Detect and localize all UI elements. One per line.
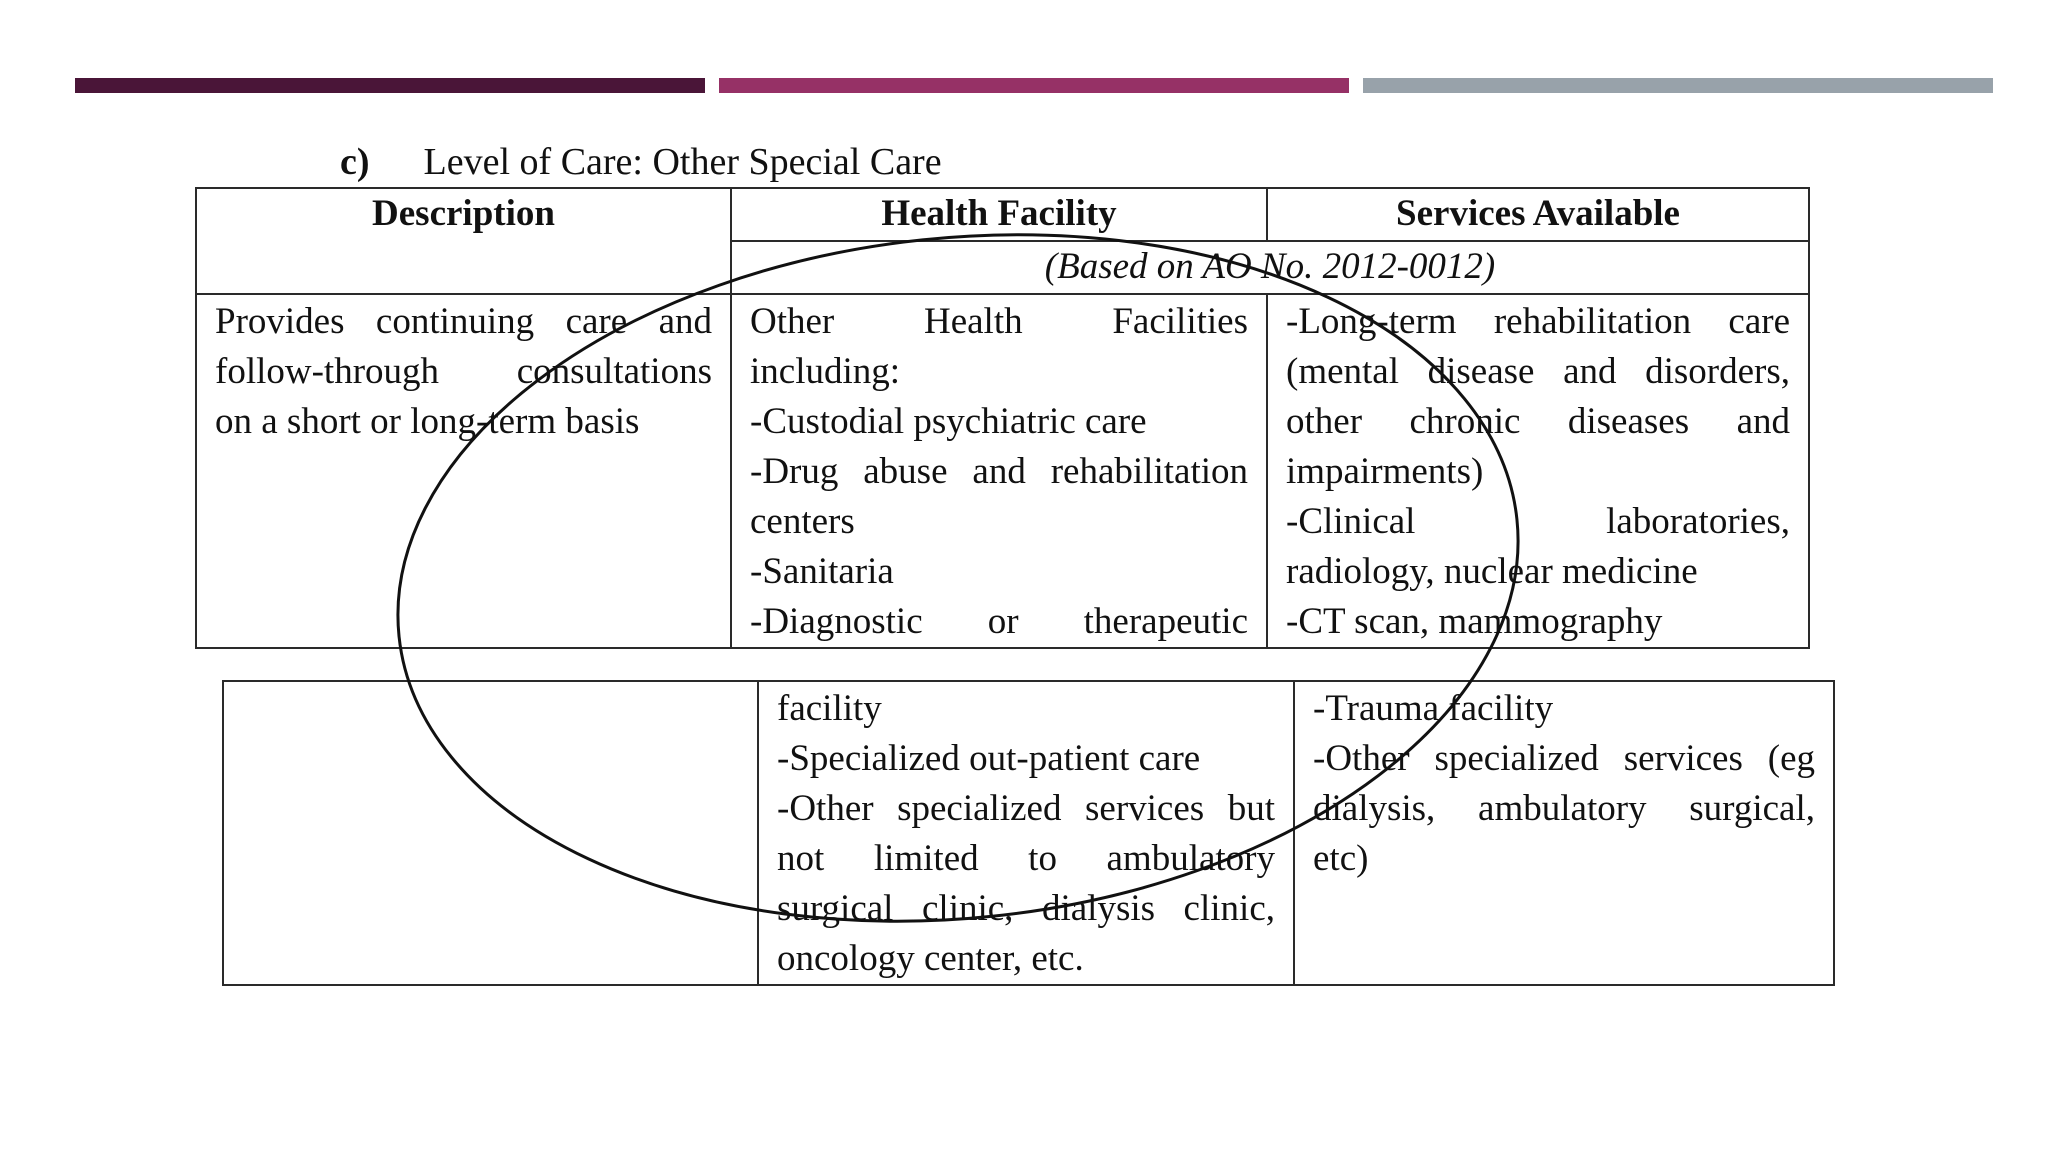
header-description: Description xyxy=(196,188,731,294)
text-line: -Sanitaria xyxy=(750,551,894,592)
cell-description xyxy=(196,294,731,648)
text-line: facility xyxy=(777,688,882,729)
subheader-ao-reference: (Based on AO No. 2012-0012) xyxy=(731,241,1809,294)
care-table-continuation xyxy=(222,680,1835,986)
text-line: Provides continuing care and xyxy=(215,301,712,342)
text-line: etc) xyxy=(1313,838,1369,879)
cell-services-available xyxy=(1267,294,1809,648)
cell-description-empty xyxy=(223,681,758,985)
text-line: surgical clinic, dialysis clinic, xyxy=(777,888,1275,929)
text-line: -Other specialized services (eg xyxy=(1313,738,1815,779)
text-line: -Custodial psychiatric care xyxy=(750,401,1147,442)
accent-bar-dark-plum xyxy=(75,78,705,93)
accent-bar-magenta xyxy=(719,78,1349,93)
section-heading xyxy=(340,140,942,184)
section-label: c) xyxy=(340,141,370,183)
text-line: -CT scan, mammography xyxy=(1286,601,1663,642)
text-line: radiology, nuclear medicine xyxy=(1286,551,1698,592)
care-table-top xyxy=(195,187,1810,649)
text-line: -Trauma facility xyxy=(1313,688,1554,729)
text-line: dialysis, ambulatory surgical, xyxy=(1313,788,1815,829)
text-line: -Specialized out-patient care xyxy=(777,738,1201,779)
text-line: -Diagnostic or therapeutic xyxy=(750,601,1248,642)
text-line: Other Health Facilities xyxy=(750,301,1248,342)
header-services-available: Services Available xyxy=(1267,188,1809,241)
text-line: -Long-term rehabilitation care xyxy=(1286,301,1790,342)
accent-bar-gray xyxy=(1363,78,1993,93)
text-line: -Clinical laboratories, xyxy=(1286,501,1790,542)
header-health-facility: Health Facility xyxy=(731,188,1267,241)
text-line: including: xyxy=(750,351,901,392)
text-line: (mental disease and disorders, xyxy=(1286,351,1790,392)
text-line: -Other specialized services but xyxy=(777,788,1275,829)
text-line: -Drug abuse and rehabilitation xyxy=(750,451,1248,492)
text-line: centers xyxy=(750,501,855,542)
text-line: on a short or long-term basis xyxy=(215,401,640,442)
text-line: follow-through consultations xyxy=(215,351,712,392)
cell-health-facility xyxy=(731,294,1267,648)
section-title: Level of Care: Other Special Care xyxy=(423,141,942,183)
text-line: other chronic diseases and xyxy=(1286,401,1790,442)
text-line: not limited to ambulatory xyxy=(777,838,1275,879)
cell-health-facility-continued xyxy=(758,681,1294,985)
cell-services-available-continued xyxy=(1294,681,1834,985)
text-line: oncology center, etc. xyxy=(777,938,1084,979)
text-line: impairments) xyxy=(1286,451,1484,492)
